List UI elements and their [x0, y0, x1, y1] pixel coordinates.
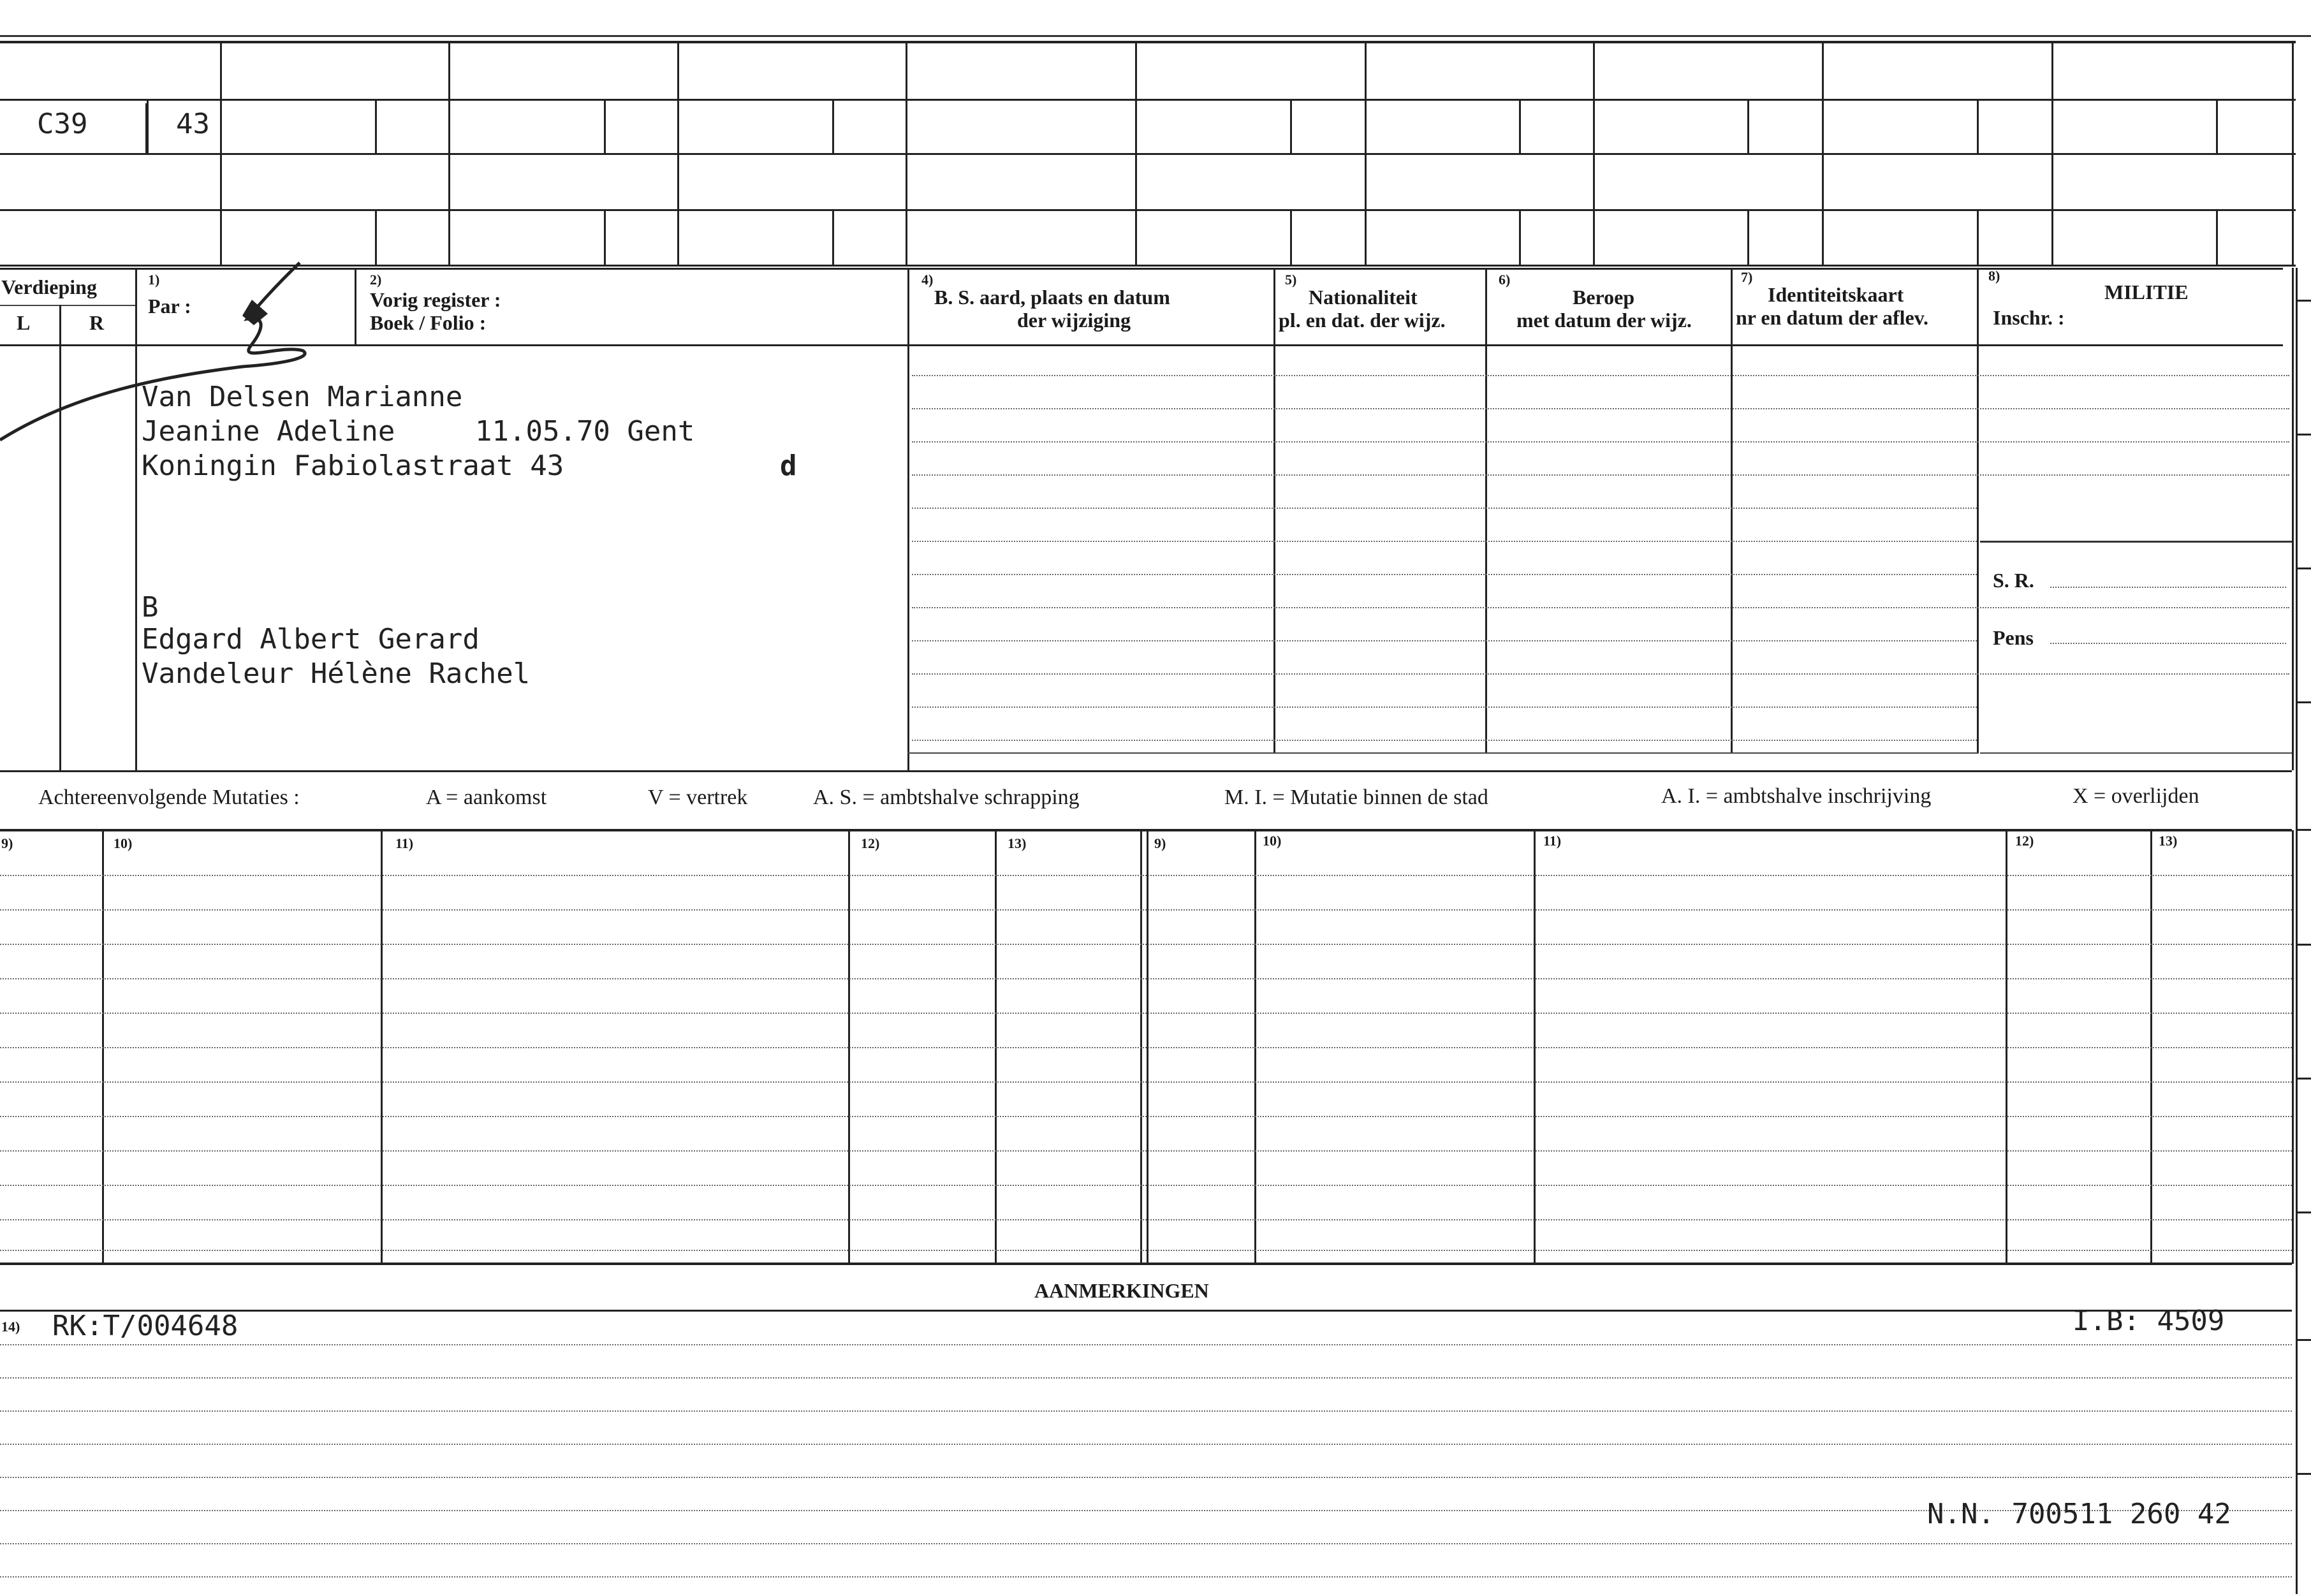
mutaties-col-13b: 13): [2159, 833, 2178, 849]
header-beroep-sub: met datum der wijz.: [1516, 309, 1692, 332]
mutaties-col-11b: 11): [1543, 833, 1562, 849]
header-bs-line1: B. S. aard, plaats en datum: [934, 286, 1170, 309]
aanmerkingen-ib: I.B: 4509: [2073, 1305, 2225, 1337]
legend-v: V = vertrek: [648, 786, 748, 809]
mutaties-col-9b: 9): [1154, 835, 1166, 851]
aanmerkingen-nn: N.N. 700511 260 42: [1927, 1498, 2231, 1530]
person-address: Koningin Fabiolastraat 43: [142, 450, 564, 482]
legend-top-border: [0, 770, 2292, 772]
header-num-4: 4): [921, 272, 934, 288]
mutaties-col-10: 10): [114, 835, 133, 851]
aanmerkingen-num-14: 14): [1, 1319, 20, 1335]
aanmerkingen-top-border: [0, 1263, 2292, 1265]
header-identiteitskaart: Identiteitskaart: [1768, 283, 1904, 306]
header-num-5: 5): [1285, 272, 1297, 288]
pens-label: Pens: [1993, 626, 2034, 649]
person-mark-d: d: [780, 450, 797, 482]
header-bs-line2: der wijziging: [1017, 309, 1131, 332]
header-militie: MILITIE: [2104, 281, 2189, 304]
header-identiteitskaart-sub: nr en datum der aflev.: [1736, 306, 1928, 329]
header-num-7: 7): [1741, 269, 1753, 285]
header-beroep: Beroep: [1573, 286, 1635, 309]
legend-x: X = overlijden: [2073, 784, 2199, 808]
code-b: 43: [176, 108, 210, 140]
header-num-1: 1): [148, 272, 160, 288]
header-par: Par :: [148, 295, 191, 318]
header-num-2: 2): [370, 272, 382, 288]
header-inschr: Inschr. :: [1993, 306, 2065, 329]
header-num-6: 6): [1499, 272, 1511, 288]
header-col-l: L: [17, 311, 31, 334]
person-father: Edgard Albert Gerard: [142, 623, 480, 655]
aanmerkingen-rk: RK:T/004648: [52, 1310, 238, 1342]
legend-mi: M. I. = Mutatie binnen de stad: [1224, 786, 1488, 809]
person-given-names: Jeanine Adeline: [142, 415, 395, 448]
aanmerkingen-header-border: [0, 1310, 2292, 1312]
legend-a: A = aankomst: [426, 786, 547, 809]
mutaties-col-12b: 12): [2015, 833, 2034, 849]
mutaties-top-border: [0, 829, 2292, 831]
mutaties-col-12: 12): [861, 835, 880, 851]
legend-as: A. S. = ambtshalve schrapping: [813, 786, 1080, 809]
mutaties-col-11: 11): [395, 835, 414, 851]
mutaties-col-9: 9): [1, 835, 13, 851]
mutaties-col-13: 13): [1008, 835, 1027, 851]
person-mother: Vandeleur Hélène Rachel: [142, 657, 531, 690]
legend-title: Achtereenvolgende Mutaties :: [38, 786, 300, 809]
header-nationaliteit: Nationaliteit: [1309, 286, 1418, 309]
sr-label: S. R.: [1993, 569, 2034, 592]
header-boek-folio: Boek / Folio :: [370, 311, 487, 334]
aanmerkingen-title: AANMERKINGEN: [1034, 1279, 1209, 1302]
code-a: C39: [37, 108, 88, 140]
mutaties-col-10b: 10): [1263, 833, 1282, 849]
header-verdieping: Verdieping: [1, 275, 97, 298]
handwritten-stroke: [0, 255, 332, 465]
header-col-r: R: [89, 311, 105, 334]
legend-ai: A. I. = ambtshalve inschrijving: [1661, 784, 1932, 808]
header-num-8: 8): [1988, 268, 2000, 284]
header-vorig-register: Vorig register :: [370, 288, 501, 311]
person-b-label: B: [142, 591, 159, 624]
person-birth-date-place: 11.05.70 Gent: [475, 415, 695, 448]
person-name: Van Delsen Marianne: [142, 381, 463, 413]
header-nationaliteit-sub: pl. en dat. der wijz.: [1279, 309, 1446, 332]
